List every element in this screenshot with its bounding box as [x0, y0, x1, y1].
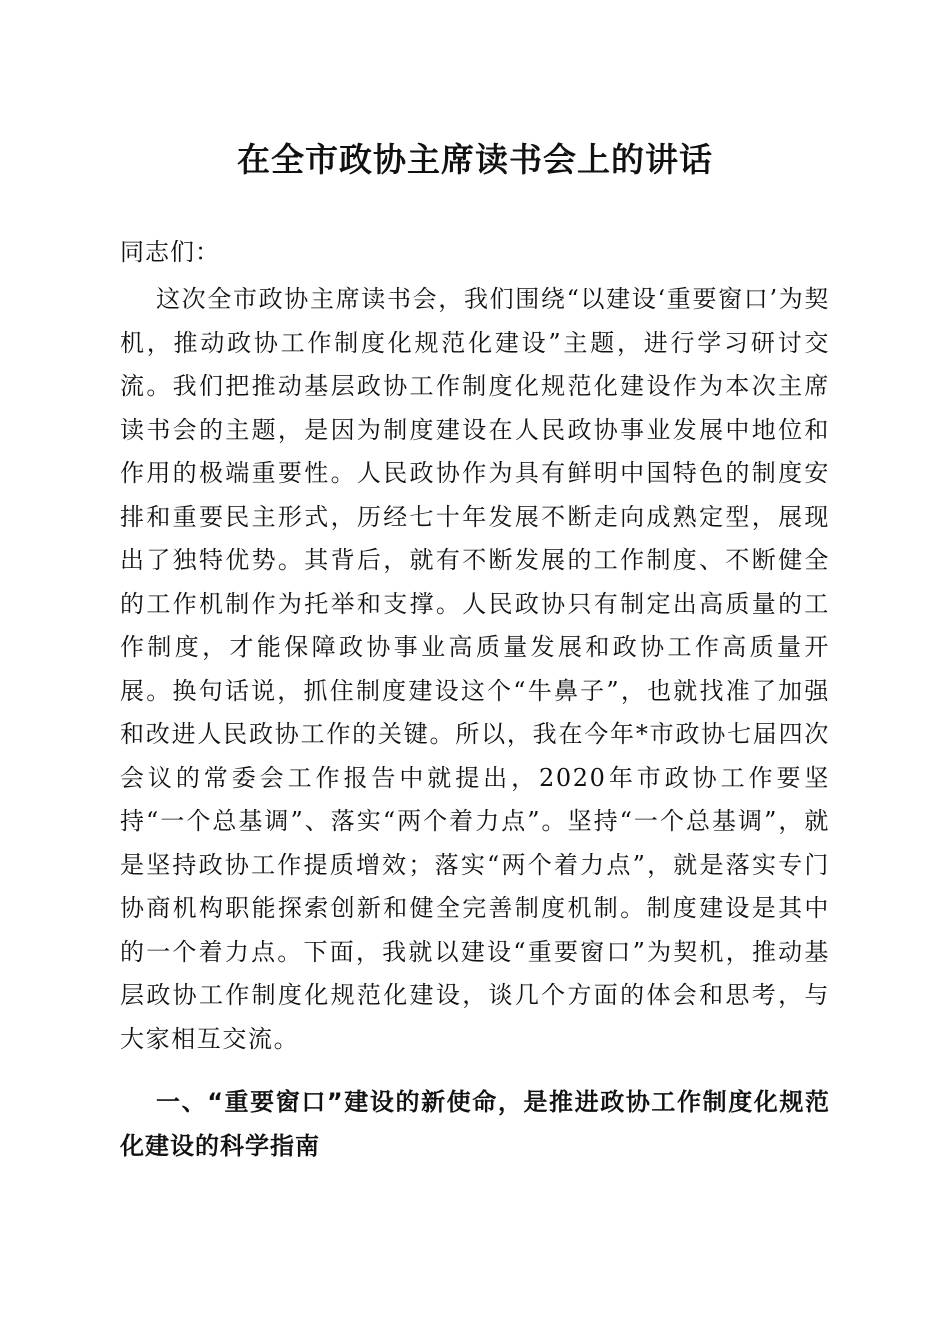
body-paragraph: 这次全市政协主席读书会，我们围绕“以建设‘重要窗口’为契机，推动政协工作制度化规范化建设”主题，进行学习研讨交流。我们把推动基层政协工作制度化规范化建设作为本次主席读书会的主题，是因为制度建设在人民政协事业发展中地位和作用的极端重要性。人民政协作为具有鲜明中国特色的制度安排和重要民主形式，历经七十年发展不断走向成熟定型，展现出了独特优势。其背后，就有不断发展的工作制度、不断健全的工作机制作为托举和支撑。人民政协只有制定出高质量的工作制度，才能保障政协事业高质量发展和政协工作高质量开展。换句话说，抓住制度建设这个“牛鼻子”，也就找准了加强和改进人民政协工作的关键。所以，我在今年*市政协七届四次会议的常委会工作报告中就提出，2020年市政协工作要坚持“一个总基调”、落实“两个着力点”。坚持“一个总基调”，就是坚持政协工作提质增效；落实“两个着力点”，就是落实专门协商机构职能探索创新和健全完善制度机制。制度建设是其中的一个着力点。下面，我就以建设“重要窗口”为契机，推动基层政协工作制度化规范化建设，谈几个方面的体会和思考，与大家相互交流。 — [120, 285, 830, 1053]
salutation: 同志们： — [120, 238, 220, 266]
section-heading: 一、“重要窗口”建设的新使命，是推进政协工作制度化规范化建设的科学指南 — [120, 1088, 830, 1160]
document-title: 在全市政协主席读书会上的讲话 — [237, 140, 713, 179]
